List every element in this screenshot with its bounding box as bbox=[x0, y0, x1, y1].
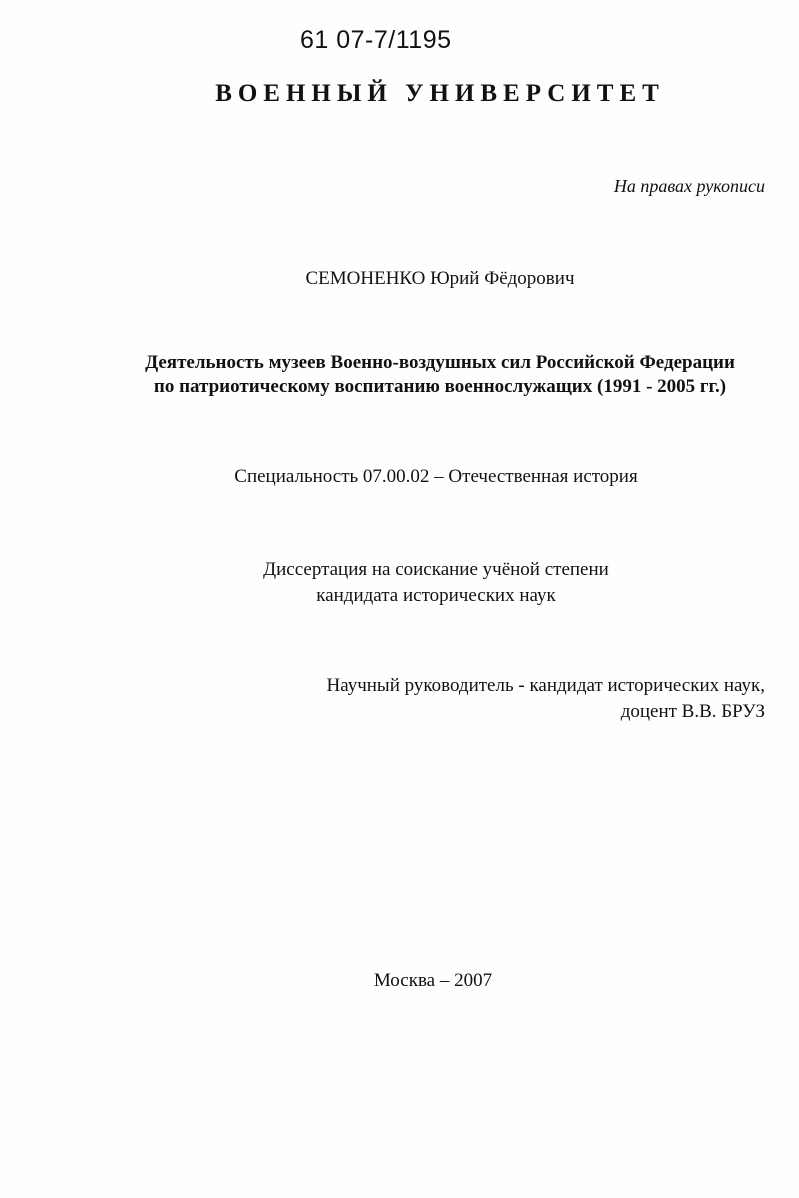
degree-line-2: кандидата исторических наук bbox=[316, 585, 556, 606]
supervisor-line-1: Научный руководитель - кандидат исторических наук, bbox=[326, 675, 765, 696]
manuscript-note: На правах рукописи bbox=[613, 176, 765, 196]
dissertation-title-line-1: Деятельность музеев Военно-воздушных сил Российской Федерации bbox=[145, 352, 735, 373]
specialty: Специальность 07.00.02 – Отечественная история bbox=[234, 466, 638, 487]
degree-line-1: Диссертация на соискание учёной степени bbox=[263, 559, 609, 580]
city-year: Москва – 2007 bbox=[373, 970, 493, 991]
dissertation-title-line-2: по патриотическому воспитанию военнослужащих (1991 - 2005 гг.) bbox=[153, 376, 727, 397]
institution-name: ВОЕННЫЙ УНИВЕРСИТЕТ bbox=[215, 80, 665, 107]
degree-statement bbox=[0, 557, 799, 609]
supervisor bbox=[327, 673, 765, 725]
author-name: СЕМОНЕНКО Юрий Фёдорович bbox=[305, 268, 575, 289]
supervisor-line-2: доцент В.В. БРУЗ bbox=[620, 701, 765, 722]
dissertation-title bbox=[0, 351, 799, 399]
catalog-number: 61 07-7/1195 bbox=[300, 26, 452, 54]
